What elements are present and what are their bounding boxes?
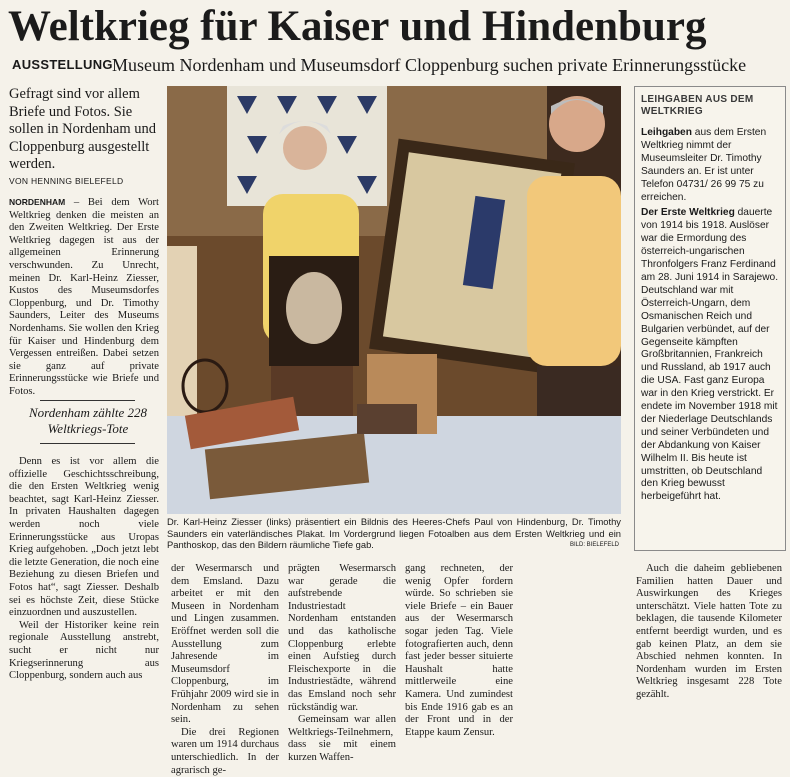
paragraph: der Wesermarsch und dem Emsland. Dazu arbeitet er mit den Museen in Nordenham und Lingen zusammen. Eröffnet werden soll die Ausstellung zum Jahresende im Museumsdorf Cloppenburg, im Frühjahr 2009 wird sie in Nordenham zu sehen sein. (171, 563, 279, 726)
article-column-2 (171, 563, 279, 777)
teaser: Gefragt sind vor allem Briefe und Fotos. Sie sollen in Nordenham und Cloppenburg ausgestellt werden. (9, 86, 156, 172)
paragraph: prägten Wesermarsch war gerade die aufstrebende Industriestadt Nordenham entstanden und das katholische Cloppenburg erlebte einen Aufstieg durch Fleischexporte in die Industriestädte, während das Emsland noch sehr rückständig war. (288, 563, 396, 713)
article-column-5 (636, 563, 782, 702)
byline: VON HENNING BIELEFELD (9, 176, 124, 186)
article-column-1-cont (9, 456, 159, 683)
paragraph: Gemeinsam war allen Weltkriegs-Teilnehmern, dass sie mit einem kurzen Waffen- (288, 714, 396, 763)
headline: Weltkrieg für Kaiser und Hindenburg (8, 3, 707, 50)
section-kicker: AUSSTELLUNG (12, 57, 113, 72)
info-lead: Leihgaben (641, 127, 692, 138)
subheadline: Museum Nordenham und Museumsdorf Cloppenburg suchen private Erinnerungsstücke (112, 55, 747, 75)
photo-credit: BILD: BIELEFELD (570, 542, 620, 548)
paragraph: Die drei Regionen waren um 1914 durchaus unterschiedlich. In der agrarisch ge- (171, 726, 279, 776)
quote-rule-top (40, 400, 135, 401)
paragraph: – Bei dem Wort Weltkrieg denken die meisten an den Zweiten Weltkrieg. Der Erste Weltkrieg dagegen ist aus der allgemeinen Erinnerung verschwunden. Zu Unrecht, meinen Dr. Karl-Heinz Ziesser, Kustos des Museumsdorfes Cloppenburg, und Dr. Timothy Saunders, Leiter des Museums Nordenhams. Sie wollen den Krieg für Kaiser und Hindenburg dem Vergessen entreißen. Dabei setzen sie ganz auf private Erinnerungsstücke wie Briefe und Fotos. (9, 197, 159, 397)
paragraph: Weil der Historiker keine rein regionale Ausstellung anstrebt, sucht er nicht nur Kriegserinnerung aus Cloppenburg, sondern auch aus (9, 619, 159, 682)
info-paragraph: aus dem Ersten Weltkrieg nimmt der Museumsleiter Dr. Timothy Saunders an. Er ist unter Telefon 04731/ 26 99 75 zu erreichen. (641, 127, 767, 203)
article-photo (167, 86, 621, 514)
paragraph: Denn es ist vor allem die offizielle Geschichtsschreibung, die den Ersten Weltkrieg wenig beachtet, sagt Karl-Heinz Ziesser. In privaten Haushalten dagegen werden noch viele Erinnerungsstücke aus Uropas Krieg aufgehoben. „Doch jetzt lebt die letzte Generation, die noch eine Beziehung zu diesen Briefen und Fotos hat“, sagt Ziesser. Deshalb sei es höchste Zeit, diese Stücke einzuordnen und auszustellen. (9, 456, 160, 619)
article-column-1 (9, 196, 159, 399)
pull-quote: Nordenham zählte 228 Weltkriegs-Tote (29, 405, 147, 436)
info-box-text (641, 127, 779, 504)
dateline: NORDENHAM (9, 197, 66, 207)
paragraph: gang rechneten, der wenig Opfer fordern würde. So schrieben sie viele Briefe – ein Bauer aus der Wesermarsch sogar jeden Tag. Viele fotografierten auch, denn fast jeder besser situierte Haushalt hatte mittlerweile eine Kamera. Und zumindest bis Ende 1916 gab es an der Front und in der Etappe kaum Zensur. (405, 563, 513, 738)
quote-rule-bottom (40, 443, 135, 444)
info-paragraph: dauerte von 1914 bis 1918. Auslöser war die Ermordung des österreich-ungarischen Thronfolgers Franz Ferdinand am 28. Juni 1914 in Sarajewo. Deutschland war mit Österreich-Ungarn, dem Osmanischen Reich und Bulgarien verbündet, auf der Gegenseite kämpften Großbritannien, Frankreich und Russland, ab 1917 auch die USA. Fast ganz Europa war in den Krieg verstrickt. Er endete im November 1918 mit der Niederlage Deutschlands und seiner Verbündeten und der Abdankung von Kaiser Wilhelm II. Bis heute ist umstritten, ob Deutschland den Krieg bewusst herbeigeführt hat. (641, 207, 779, 503)
article-column-4 (405, 563, 513, 739)
info-box-title: LEIHGABEN AUS DEM WELTKRIEG (641, 94, 754, 117)
info-lead: Der Erste Weltkrieg (641, 207, 735, 219)
paragraph: Auch die daheim gebliebenen Familien hatten Dauer und Auswirkungen des Krieges unterschätzt. Viele hatten Tote zu beklagen, die tausende Kilometer entfernt beerdigt wurden, und es gab keinen Platz, an dem sie Abschied nehmen konnten. In Nordenham wurden im Ersten Weltkrieg insgesamt 228 Tote gezählt. (636, 563, 782, 700)
article-column-3 (288, 563, 396, 765)
photo-caption: Dr. Karl-Heinz Ziesser (links) präsentiert ein Bildnis des Heeres-Chefs Paul von Hindenburg, Dr. Timothy Saunders ein vaterländisches Plakat. Im Vordergrund liegen Fotoalben aus dem Ersten Weltkrieg und ein Panthoskop, das den Bildern räumliche Tiefe gab. (167, 516, 621, 550)
